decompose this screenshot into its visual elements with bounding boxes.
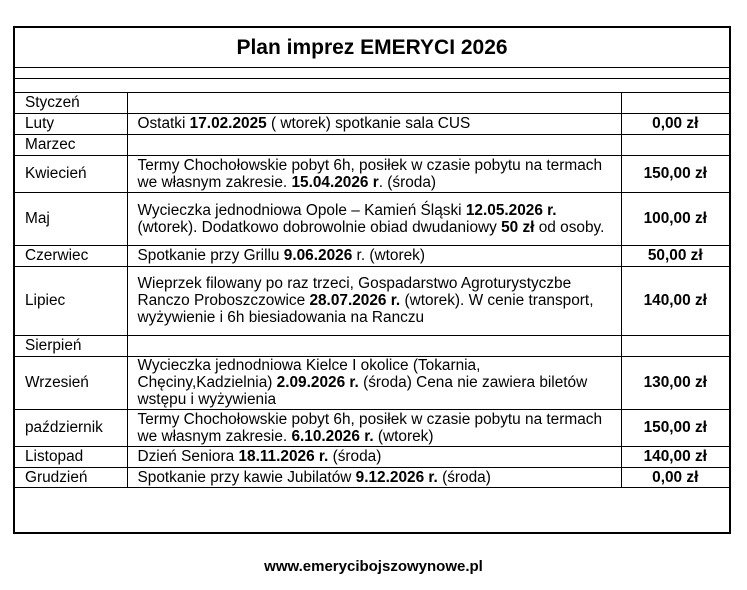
table-row: [15, 266, 729, 335]
price-cell: 50,00 zł: [621, 245, 729, 266]
text-segment: Wieprzek filowany po raz trzeci, Gospadarstwo Agroturystyczbe Ranczo Proboszczowice: [137, 275, 572, 309]
bold-text: 15.04.2026 r: [291, 173, 379, 191]
text-segment: (środa): [328, 448, 382, 465]
month-cell: Styczeń: [15, 92, 127, 113]
table-row: [15, 335, 729, 356]
event-description-cell: [127, 134, 621, 155]
price-cell: [621, 335, 729, 356]
bold-text: 9.06.2026: [283, 247, 353, 264]
month-cell: Czerwiec: [15, 245, 127, 266]
text-segment: Termy Chochołowskie pobyt 6h, posiłek w czasie pobytu na termach we własnym zakresie.: [137, 156, 603, 191]
price-cell: 150,00 zł: [621, 409, 729, 446]
month-cell: Grudzień: [15, 467, 127, 487]
table-row: [15, 113, 729, 134]
price-cell: 150,00 zł: [621, 155, 729, 192]
event-description-cell: [127, 155, 621, 192]
event-description-cell: [127, 92, 621, 113]
website-url: www.emerycibojszowynowe.pl: [264, 558, 483, 575]
event-description-cell: [127, 467, 621, 487]
spacer-cell: [15, 67, 729, 78]
plan-table-body: [15, 28, 729, 487]
text-segment: ( wtorek) spotkanie sala CUS: [266, 115, 471, 132]
event-description-cell: [127, 409, 621, 446]
table-row: [15, 192, 729, 245]
spacer-row: [15, 67, 729, 78]
text-segment: Dzień Seniora: [137, 448, 239, 465]
text-segment: (wtorek): [373, 427, 434, 445]
bold-text: 17.02.2025: [189, 115, 267, 132]
bold-text: 9.12.2026 r.: [355, 468, 438, 486]
event-description-cell: [127, 113, 621, 134]
text-segment: Termy Chochołowskie pobyt 6h, posiłek w czasie pobytu na termach we własnym zakresie.: [137, 410, 603, 445]
price-cell: [621, 134, 729, 155]
month-cell: Wrzesień: [15, 356, 127, 409]
price-cell: 140,00 zł: [621, 266, 729, 335]
table-row: [15, 446, 729, 467]
text-segment: od osoby.: [534, 218, 605, 236]
event-plan-table: [13, 26, 731, 534]
spacer-cell: [15, 78, 729, 92]
text-segment: (wtorek). W cenie transport, wyżywienie i 6h biesiadowania na Ranczu: [137, 292, 594, 326]
price-cell: [621, 92, 729, 113]
month-cell: Lipiec: [15, 266, 127, 335]
event-description-cell: [127, 245, 621, 266]
month-cell: Kwiecień: [15, 155, 127, 192]
text-segment: Wycieczka jednodniowa Kielce I okolice (Tokarnia, Chęciny,Kadzielnia): [137, 357, 481, 391]
event-description-cell: [127, 356, 621, 409]
text-segment: (środa): [437, 468, 491, 486]
table-row: [15, 409, 729, 446]
table-row: [15, 245, 729, 266]
bold-text: 12.05.2026 r.: [465, 201, 557, 219]
table-row: [15, 134, 729, 155]
page-title: Plan imprez EMERYCI 2026: [15, 28, 729, 67]
text-segment: (środa) Cena nie zawiera biletów wstępu i wyżywienia: [137, 374, 588, 408]
bold-text: 6.10.2026 r.: [291, 427, 374, 445]
month-cell: Sierpień: [15, 335, 127, 356]
price-cell: 0,00 zł: [621, 113, 729, 134]
table-row: [15, 356, 729, 409]
month-cell: październik: [15, 409, 127, 446]
text-segment: (wtorek). Dodatkowo dobrowolnie obiad dwudaniowy: [137, 218, 502, 236]
month-cell: Listopad: [15, 446, 127, 467]
bold-text: 2.09.2026 r.: [276, 374, 359, 391]
text-segment: Spotkanie przy Grillu: [137, 247, 284, 264]
plan-table: [15, 28, 729, 488]
month-cell: Maj: [15, 192, 127, 245]
bold-text: 28.07.2026 r.: [309, 292, 401, 309]
text-segment: Wycieczka jednodniowa Opole – Kamień Śląski: [137, 201, 466, 219]
text-segment: Ostatki: [137, 115, 190, 132]
title-row: [15, 28, 729, 67]
price-cell: 140,00 zł: [621, 446, 729, 467]
text-segment: . (środa): [378, 173, 437, 191]
bold-text: 18.11.2026 r.: [238, 448, 329, 465]
spacer-row: [15, 78, 729, 92]
event-description-cell: [127, 335, 621, 356]
price-cell: 100,00 zł: [621, 192, 729, 245]
text-segment: Spotkanie przy kawie Jubilatów: [137, 468, 356, 486]
event-description-cell: [127, 266, 621, 335]
month-cell: Marzec: [15, 134, 127, 155]
bold-text: 50 zł: [501, 218, 535, 236]
price-cell: 130,00 zł: [621, 356, 729, 409]
table-row: [15, 92, 729, 113]
event-description-cell: [127, 192, 621, 245]
table-row: [15, 467, 729, 487]
table-row: [15, 155, 729, 192]
event-description-cell: [127, 446, 621, 467]
text-segment: r. (wtorek): [352, 247, 425, 264]
price-cell: 0,00 zł: [621, 467, 729, 487]
month-cell: Luty: [15, 113, 127, 134]
